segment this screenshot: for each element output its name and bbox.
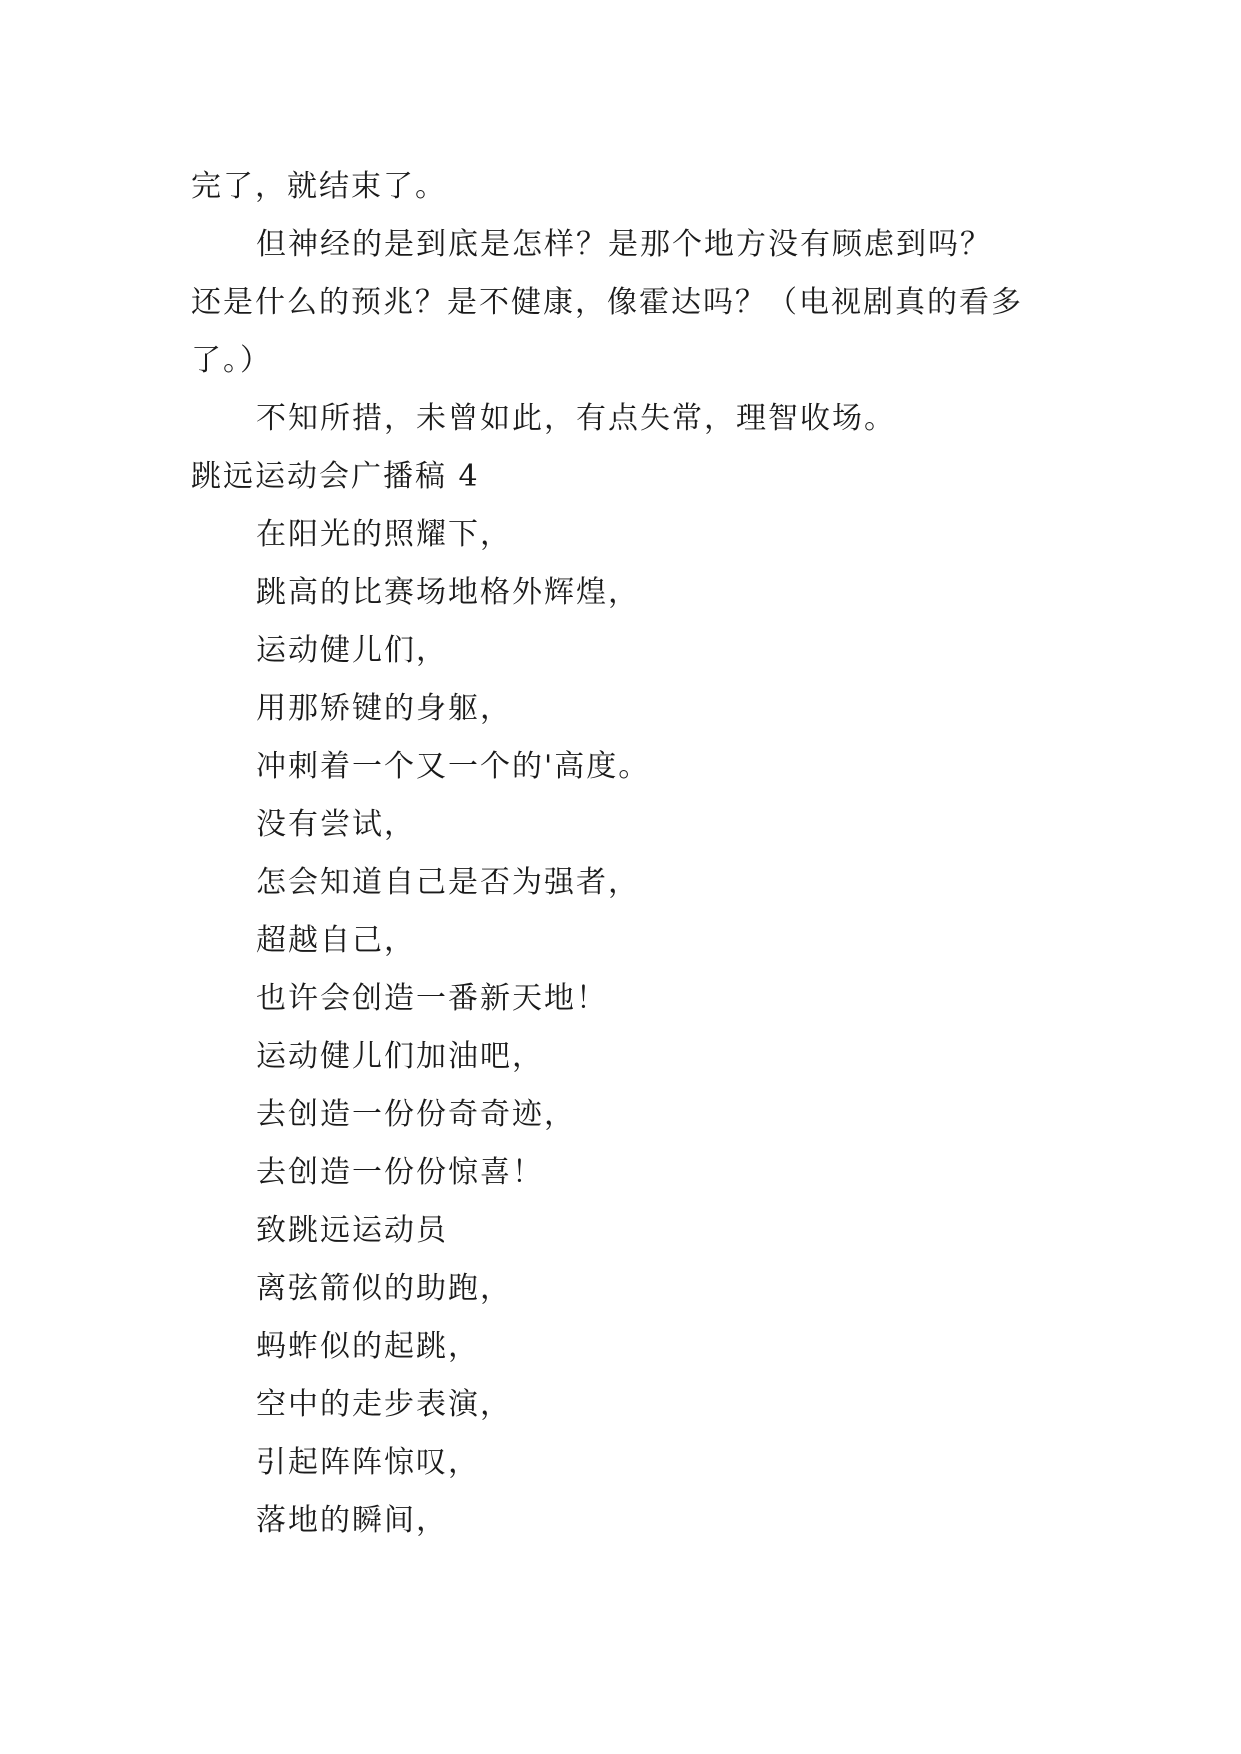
poem-line: 致跳远运动员 <box>256 1213 448 1248</box>
paragraph-line: 但神经的是到底是怎样？是那个地方没有顾虑到吗？ <box>256 227 992 262</box>
paragraph-line: 完了，就结束了。 <box>191 169 447 204</box>
paragraph-line: 了。） <box>191 343 272 378</box>
poem-line: 怎会知道自己是否为强者， <box>256 865 640 900</box>
poem-line: 落地的瞬间， <box>256 1503 448 1538</box>
poem-line: 超越自己， <box>256 923 416 958</box>
poem-line: 蚂蚱似的起跳， <box>256 1329 480 1364</box>
poem-line: 冲刺着一个又一个的'高度。 <box>256 749 651 784</box>
paragraph-line: 还是什么的预兆？是不健康，像霍达吗？（电视剧真的看多 <box>191 285 1023 320</box>
poem-line: 引起阵阵惊叹， <box>256 1445 480 1480</box>
poem-line: 也许会创造一番新天地！ <box>256 981 608 1016</box>
poem-line: 用那矫键的身躯， <box>256 691 512 726</box>
poem-line: 跳高的比赛场地格外辉煌， <box>256 575 640 610</box>
poem-line: 离弦箭似的助跑， <box>256 1271 512 1306</box>
poem-line: 运动健儿们加油吧， <box>256 1039 544 1074</box>
paragraph-line: 不知所措，未曾如此，有点失常，理智收场。 <box>256 401 896 436</box>
section-title: 跳远运动会广播稿 4 <box>191 459 480 494</box>
poem-line: 运动健儿们， <box>256 633 448 668</box>
poem-line: 去创造一份份惊喜！ <box>256 1155 544 1190</box>
poem-line: 空中的走步表演， <box>256 1387 512 1422</box>
poem-line: 没有尝试， <box>256 807 416 842</box>
poem-line: 在阳光的照耀下， <box>256 517 512 552</box>
poem-line: 去创造一份份奇奇迹， <box>256 1097 576 1132</box>
